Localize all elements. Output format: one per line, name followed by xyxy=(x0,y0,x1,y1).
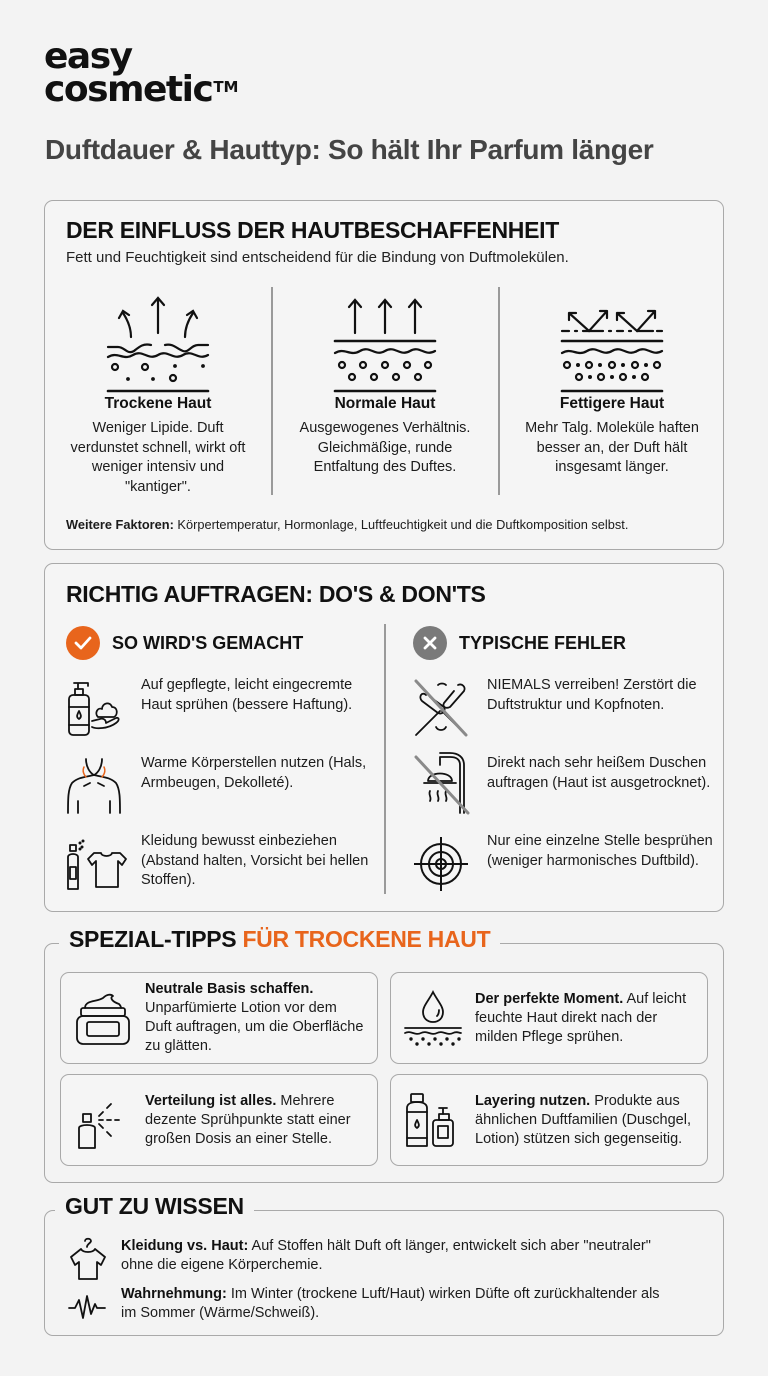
tip-card xyxy=(390,1074,708,1166)
section-title: GUT ZU WISSEN xyxy=(55,1193,254,1220)
donts-heading xyxy=(413,626,626,660)
section-title-main: SPEZIAL-TIPPS xyxy=(69,926,243,952)
section-subtitle: Fett und Feuchtigkeit sind entscheidend für die Bindung von Duftmolekülen. xyxy=(66,249,569,266)
dos-heading xyxy=(66,626,303,660)
shirt-hanger-icon xyxy=(67,1237,107,1281)
spray-shirt-icon xyxy=(63,832,127,896)
brand-line-2: cosmetic xyxy=(44,69,213,110)
skin-type-normal xyxy=(272,283,498,478)
donts-heading-label: TYPISCHE FEHLER xyxy=(459,632,627,653)
factors-label: Weitere Faktoren: xyxy=(66,517,174,532)
page-title: Duftdauer & Hauttyp: So hält Ihr Parfum länger xyxy=(45,134,654,165)
dont-item xyxy=(409,754,717,818)
skin-type-description: Mehr Talg. Moleküle haften besser an, der Duft hält insgesamt länger. xyxy=(525,420,699,475)
water-drop-skin-icon xyxy=(401,986,465,1050)
know-item xyxy=(67,1237,661,1281)
skin-type-title: Trockene Haut xyxy=(104,395,212,412)
tip-body: Mehrere dezente Sprühpunkte statt einer großen Dosis an einer Stelle. xyxy=(145,1092,351,1147)
know-bold: Kleidung vs. Haut: xyxy=(121,1238,249,1254)
tip-card xyxy=(60,1074,378,1166)
section-title: DER EINFLUSS DER HAUTBESCHAFFENHEIT xyxy=(66,217,559,243)
section-title-accent: FÜR TROCKENE HAUT xyxy=(242,926,491,952)
tip-text xyxy=(145,980,367,1056)
x-icon xyxy=(413,626,447,660)
dont-item-text: Direkt nach sehr heißem Duschen auftragen (Haut ist ausgetrocknet). xyxy=(487,755,711,791)
do-item-text: Warme Körperstellen nutzen (Hals, Armbeugen, Dekolleté). xyxy=(141,755,367,791)
tip-card xyxy=(60,972,378,1064)
good-to-know-section xyxy=(44,1193,724,1336)
do-item xyxy=(63,832,371,896)
dont-item xyxy=(409,832,717,896)
tip-bold: Layering nutzen. xyxy=(475,1092,591,1109)
tip-bold: Neutrale Basis schaffen. xyxy=(145,981,314,997)
special-tips-section xyxy=(44,926,724,1183)
skin-type-dry xyxy=(45,283,271,497)
rubbing-hands-crossed-icon xyxy=(409,676,473,740)
normal-skin-icon xyxy=(272,283,498,383)
know-bold: Wahrnehmung: xyxy=(121,1286,227,1302)
cream-jar-icon xyxy=(71,986,135,1050)
oily-skin-icon xyxy=(499,283,725,383)
dos-heading-label: SO WIRD'S GEMACHT xyxy=(112,632,304,653)
tip-body: Unparfümierte Lotion vor dem Duft auftragen, um die Oberfläche zu glätten. xyxy=(145,1000,364,1054)
dry-skin-evaporation-icon xyxy=(45,283,271,383)
tip-bold: Verteilung ist alles. xyxy=(145,1092,277,1109)
layering-bottles-icon xyxy=(401,1088,465,1152)
skin-influence-card xyxy=(44,200,724,550)
dont-item-text: Nur eine einzelne Stelle besprühen (weniger harmonisches Duftbild). xyxy=(487,833,713,869)
know-text xyxy=(121,1237,661,1275)
tip-text xyxy=(475,1092,697,1149)
pulse-wave-icon xyxy=(67,1285,107,1329)
do-item-text: Kleidung bewusst einbeziehen (Abstand halten, Vorsicht bei hellen Stoffen). xyxy=(141,833,369,888)
skin-type-description: Weniger Lipide. Duft verdunstet schnell, wirkt oft weniger intensiv und "kantiger". xyxy=(70,420,246,495)
dont-item-text: NIEMALS verreiben! Zerstört die Duftstruktur und Kopfnoten. xyxy=(487,677,697,713)
dont-item xyxy=(409,676,717,740)
know-body: Auf Stoffen hält Duft oft länger, entwickelt sich aber "neutraler" ohne die eigene Körperchemie. xyxy=(121,1238,651,1273)
know-body: Im Winter (trockene Luft/Haut) wirken Düfte oft zurückhaltender als im Sommer (Wärme/Schweiß). xyxy=(121,1286,660,1321)
hot-shower-crossed-icon xyxy=(409,754,473,818)
do-item xyxy=(63,754,371,818)
skin-type-title: Fettigere Haut xyxy=(559,395,665,412)
tip-body: Auf leicht feuchte Haut direkt nach der milden Pflege sprühen. xyxy=(475,990,687,1045)
skin-type-title: Normale Haut xyxy=(334,395,436,412)
factors-text: Körpertemperatur, Hormonlage, Luftfeuchtigkeit und die Duftkomposition selbst. xyxy=(173,517,629,532)
tip-body: Produkte aus ähnlichen Duftfamilien (Duschgel, Lotion) stützen sich gegenseitig. xyxy=(475,1092,691,1147)
do-item xyxy=(63,676,371,740)
further-factors xyxy=(66,517,628,532)
lotion-hand-icon xyxy=(63,676,127,740)
tip-bold: Der perfekte Moment. xyxy=(475,990,624,1007)
tip-text xyxy=(145,1092,367,1149)
section-title xyxy=(59,926,500,953)
trademark: TM xyxy=(213,78,239,96)
tip-text xyxy=(475,990,697,1047)
spray-mist-icon xyxy=(71,1088,135,1152)
section-title: RICHTIG AUFTRAGEN: DO'S & DON'TS xyxy=(66,581,486,607)
brand-line-1: easy xyxy=(44,36,132,77)
neck-shoulders-icon xyxy=(63,754,127,818)
check-icon xyxy=(66,626,100,660)
know-item xyxy=(67,1285,661,1329)
dos-donts-card xyxy=(44,563,724,912)
know-text xyxy=(121,1285,661,1323)
column-divider xyxy=(384,624,386,894)
skin-type-description: Ausgewogenes Verhältnis. Gleichmäßige, runde Entfaltung des Duftes. xyxy=(299,420,471,475)
brand-logo xyxy=(44,36,239,110)
tip-card xyxy=(390,972,708,1064)
skin-type-oily xyxy=(499,283,725,478)
do-item-text: Auf gepflegte, leicht eingecremte Haut sprühen (bessere Haftung). xyxy=(141,677,353,713)
target-icon xyxy=(409,832,473,896)
